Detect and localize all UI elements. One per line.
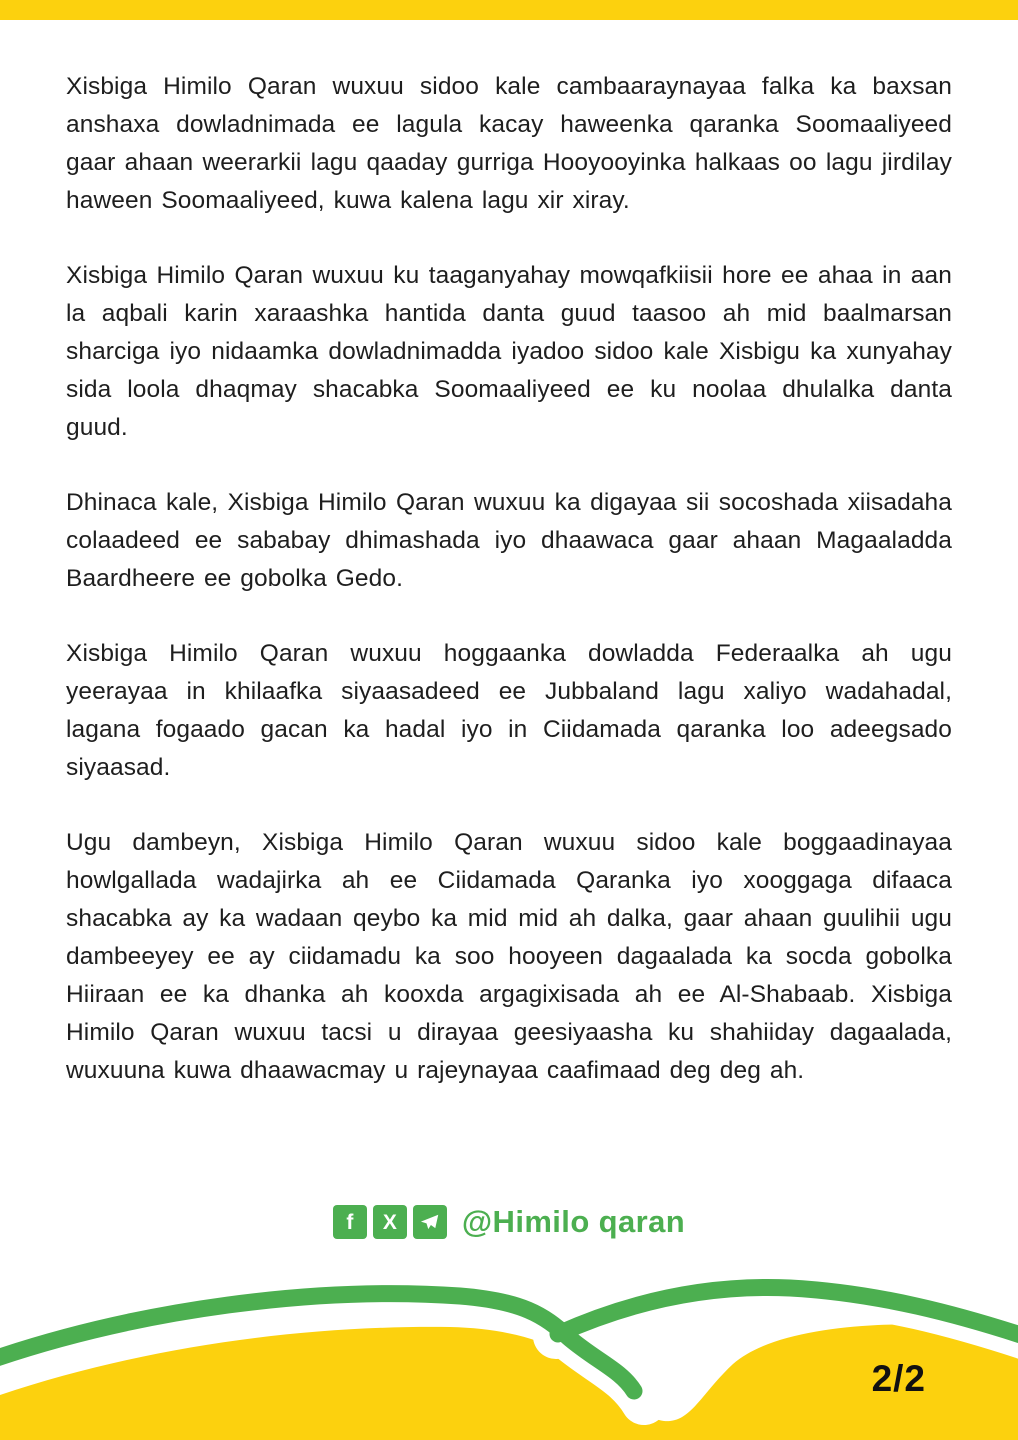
- document-body: [66, 68, 952, 1127]
- x-glyph: X: [382, 1210, 397, 1234]
- yellow-hills-shape: [0, 1324, 1018, 1440]
- telegram-icon[interactable]: [413, 1205, 447, 1239]
- paragraph-5: Ugu dambeyn, Xisbiga Himilo Qaran wuxuu sidoo kale boggaadinayaa howlgallada wadajirka ah ee Ciidamada Qaranka iyo xooggaga difaaca shacabka ay ka wadaan qeybo ka mid mid ah dalka, gaar ahaan guulihii ugu dambeeyey ee ay ciidamadu ka soo hooyeen dagaalada ka socda gobolka Hiiraan ee ka dhanka ah kooxda argagixisada ah ee Al-Shabaab. Xisbiga Himilo Qaran wuxuu tacsi u dirayaa geesiyaasha ku shahiiday dagaalada, wuxuuna kuwa dhaawacmay u rajeynayaa caafimaad deg deg ah.: [66, 829, 952, 1084]
- bottom-wave-decoration: [0, 1270, 1018, 1440]
- paragraph-4: Xisbiga Himilo Qaran wuxuu hoggaanka dowladda Federaalka ah ugu yeerayaa in khilaafka siyaasadeed ee Jubbaland lagu xaliyo wadahadal, lagana fogaado gacan ka hadal iyo in Ciidamada qaranka loo adeegsado siyaasad.: [66, 640, 952, 781]
- top-accent-bar: [0, 0, 1018, 20]
- page-number: 2/2: [871, 1358, 926, 1399]
- paragraph-1: Xisbiga Himilo Qaran wuxuu sidoo kale cambaaraynayaa falka ka baxsan anshaxa dowladnimada ee lagula kacay haweenka qaranka Soomaaliyeed gaar ahaan weerarkii lagu qaaday gurriga Hooyooyinka halkaas oo lagu jirdilay haween Soomaaliyeed, kuwa kalena lagu xir xiray.: [66, 73, 952, 214]
- facebook-icon[interactable]: [333, 1205, 367, 1239]
- facebook-glyph: f: [346, 1210, 354, 1234]
- telegram-plane-icon: [419, 1212, 440, 1233]
- social-handle: @Himilo qaran: [461, 1204, 686, 1239]
- paragraph-2: Xisbiga Himilo Qaran wuxuu ku taaganyahay mowqafkiisii hore ee ahaa in aan la aqbali karin xaraashka hantida danta guud taasoo ah mid baalmarsan sharciga iyo nidaamka dowladnimadda iyadoo sidoo kale Xisbigu ka xunyahay sida loola dhaqmay shacabka Soomaaliyeed ee ku noolaa dhulalka danta guud.: [66, 262, 952, 441]
- x-icon[interactable]: [373, 1205, 407, 1239]
- paragraph-3: Dhinaca kale, Xisbiga Himilo Qaran wuxuu ka digayaa sii socoshada xiisadaha colaadeed ee sababay dhimashada iyo dhaawaca gaar ahaan Magaaladda Baardheere ee gobolka Gedo.: [66, 489, 952, 592]
- social-footer: [0, 1204, 1018, 1240]
- social-icon-row: [333, 1205, 447, 1239]
